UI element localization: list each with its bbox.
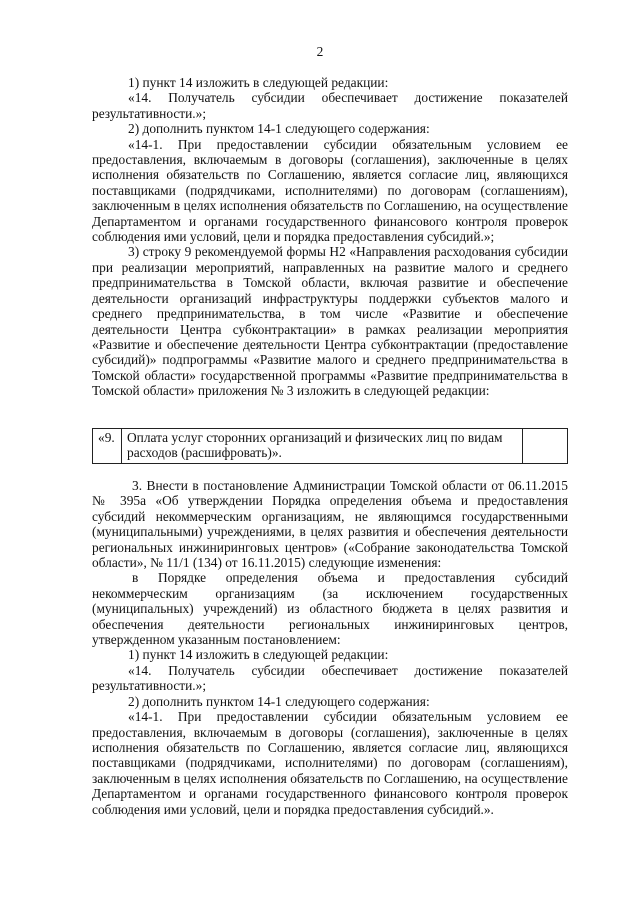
item3-text: 3) строку 9 рекомендуемой формы Н2 «Направления расходования субсидии при реализации мероприятий, направленных на развитие малого и среднего предпринимательства в Томской области, включая развитие и обеспечение деятельности организаций инфраструктуры поддержки субъектов малого и среднего предпринимательства, в том числе «Развитие и обеспечение деятельности Центра субконтрактации» в рамках реализации мероприятия «Развитие и обеспечение деятельности Центра субконтрактации (предоставление субсидий)» подпрограммы «Развитие малого и среднего предпринимательства в Томской области» государственной программы «Развитие предпринимательства в Томской области» приложения № 3 изложить в следующей редакции: bbox=[92, 244, 568, 399]
expense-table-grid bbox=[92, 428, 568, 464]
item1-text-2-line1: «14. Получатель субсидии обеспечивает достижение показателей bbox=[128, 662, 568, 678]
paragraph-3: 3. Внести в постановление Администрации Томской области от 06.11.2015 № 395а «Об утверждении Порядка определения объема и предоставления субсидий некоммерческим организациям, не являющимся государственными (муниципальными) учреждениями, в целях развития и обеспечения деятельности региональных инжиниринговых центров» («Собрание законодательства Томской области», № 11/1 (134) от 16.11.2015) следующие изменения: bbox=[92, 478, 568, 571]
paragraph-order: в Порядке определения объема и предоставления субсидий некоммерческим организациям (за исключением государственных (муниципальных) учреждений) из областного бюджета в целях развития и обеспечения деятельности региональных инжиниринговых центров, утвержденном указанным постановлением: bbox=[92, 570, 568, 648]
table-row bbox=[93, 429, 568, 464]
item1-intro-2: 1) пункт 14 изложить в следующей редакции: bbox=[128, 647, 389, 663]
item1-text-2-line2: результативности.»; bbox=[92, 678, 207, 694]
item2-text-2: «14-1. При предоставлении субсидии обязательным условием ее предоставления, включаемым в договоры (соглашения), заключенные в целях исполнения обязательств по Соглашению, является согласие лиц, являющихся поставщиками (подрядчиками, исполнителями) по договорам (соглашениям), заключенным в целях исполнения обязательств по Соглашению, на осуществление Департаментом и органами государственного финансового контроля проверок соблюдения ими условий, цели и порядка предоставления субсидий.». bbox=[92, 709, 568, 817]
section-amendments-1 bbox=[92, 75, 568, 399]
item1-text-line1: «14. Получатель субсидии обеспечивает достижение показателей bbox=[128, 90, 568, 106]
row-number: «9. bbox=[93, 429, 122, 464]
item1-intro: 1) пункт 14 изложить в следующей редакции: bbox=[128, 75, 389, 90]
row-value bbox=[523, 429, 568, 464]
item2-intro-2: 2) дополнить пунктом 14-1 следующего содержания: bbox=[128, 693, 430, 709]
expense-table bbox=[92, 428, 568, 464]
page-number: 2 bbox=[316, 44, 324, 59]
item1-text-line2: результативности.»; bbox=[92, 105, 207, 121]
item2-intro: 2) дополнить пунктом 14-1 следующего содержания: bbox=[128, 121, 430, 137]
row-text: Оплата услуг сторонних организаций и физических лиц по видам расходов (расшифровать)». bbox=[122, 429, 523, 464]
item2-text: «14-1. При предоставлении субсидии обязательным условием ее предоставления, включаемым в договоры (соглашения), заключенные в целях исполнения обязательств по Соглашению, является согласие лиц, являющихся поставщиками (подрядчиками, исполнителями) по договорам (соглашениям), заключенным в целях исполнения обязательств по Соглашению, на осуществление Департаментом и органами государственного финансового контроля проверок соблюдения ими условий, цели и порядка предоставления субсидий.»; bbox=[92, 136, 568, 245]
section-amendments-2 bbox=[92, 478, 568, 817]
